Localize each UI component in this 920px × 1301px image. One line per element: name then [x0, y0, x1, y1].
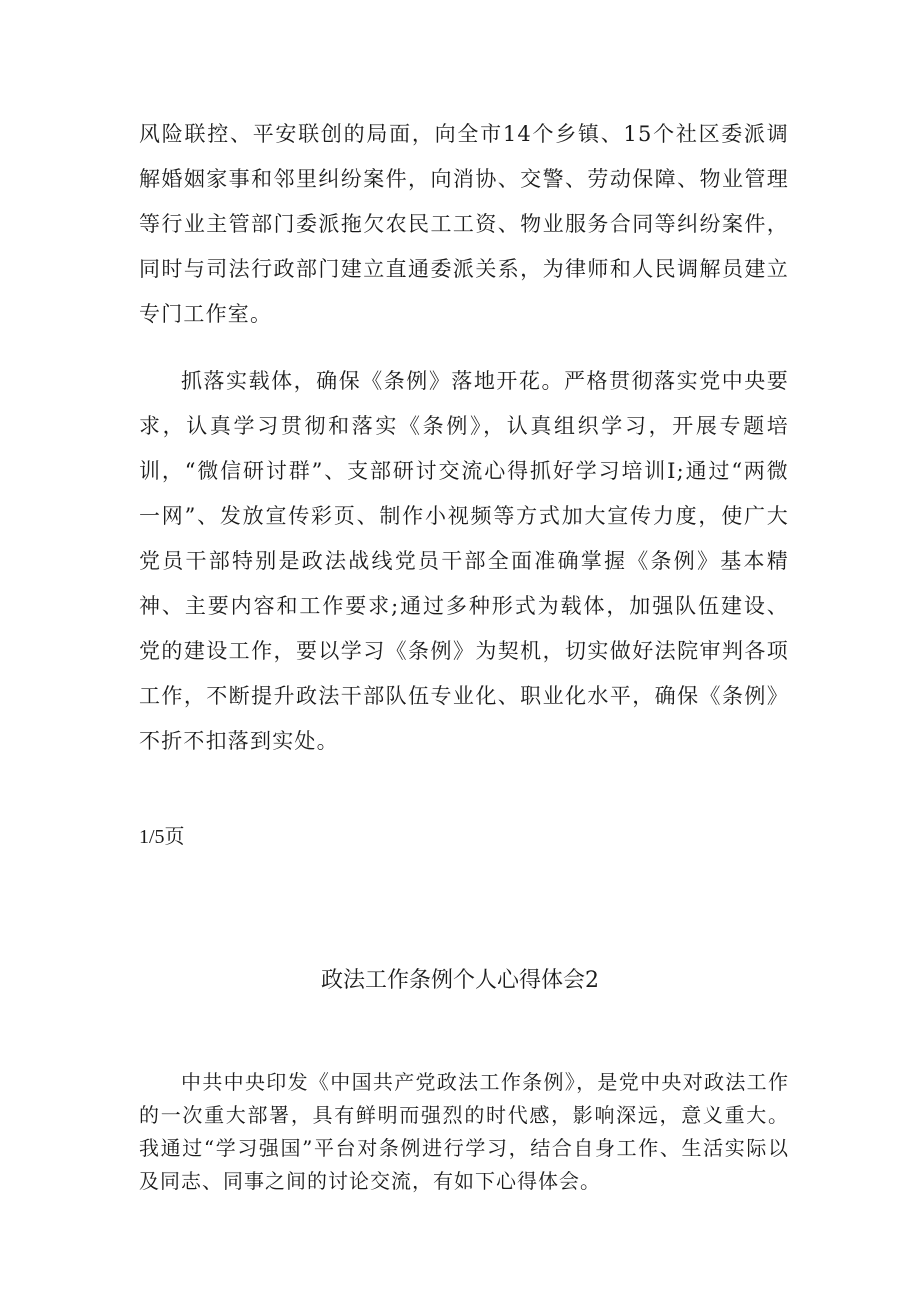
- paragraph-intro: 中共中央印发《中国共产党政法工作条例》，是党中央对政法工作的一次重大部署，具有鲜明而强烈的时代感，影响深远，意义重大。我通过“学习强国”平台对条例进行学习，结合自身工作、生活实际以及同志、同事之间的讨论交流，有如下心得体会。: [139, 1070, 789, 1193]
- paragraph-implementation: 抓落实载体，确保《条例》落地开花。严格贯彻落实党中央要求，认真学习贯彻和落实《条例》，认真组织学习，开展专题培训，“微信研讨群”、支部研讨交流心得抓好学习培训I;通过“两微一网”、发放宣传彩页、制作小视频等方式加大宣传力度，使广大党员干部特别是政法战线党员干部全面准确掌握《条例》基本精神、主要内容和工作要求;通过多种形式为载体，加强队伍建设、党的建设工作，要以学习《条例》为契机，切实做好法院审判各项工作，不断提升政法干部队伍专业化、职业化水平，确保《条例》不折不扣落到实处。: [139, 369, 789, 753]
- body-section-1: [139, 112, 789, 764]
- page-number: 1/5页: [139, 826, 185, 848]
- document-title: 政法工作条例个人心得体会2: [321, 968, 599, 993]
- body-section-2: [139, 1066, 789, 1198]
- paragraph-continued: 风险联控、平安联创的局面，向全市14个乡镇、15个社区委派调解婚姻家事和邻里纠纷案件，向消协、交警、劳动保障、物业管理等行业主管部门委派拖欠农民工工资、物业服务合同等纠纷案件，同时与司法行政部门建立直通委派关系，为律师和人民调解员建立专门工作室。: [139, 122, 789, 326]
